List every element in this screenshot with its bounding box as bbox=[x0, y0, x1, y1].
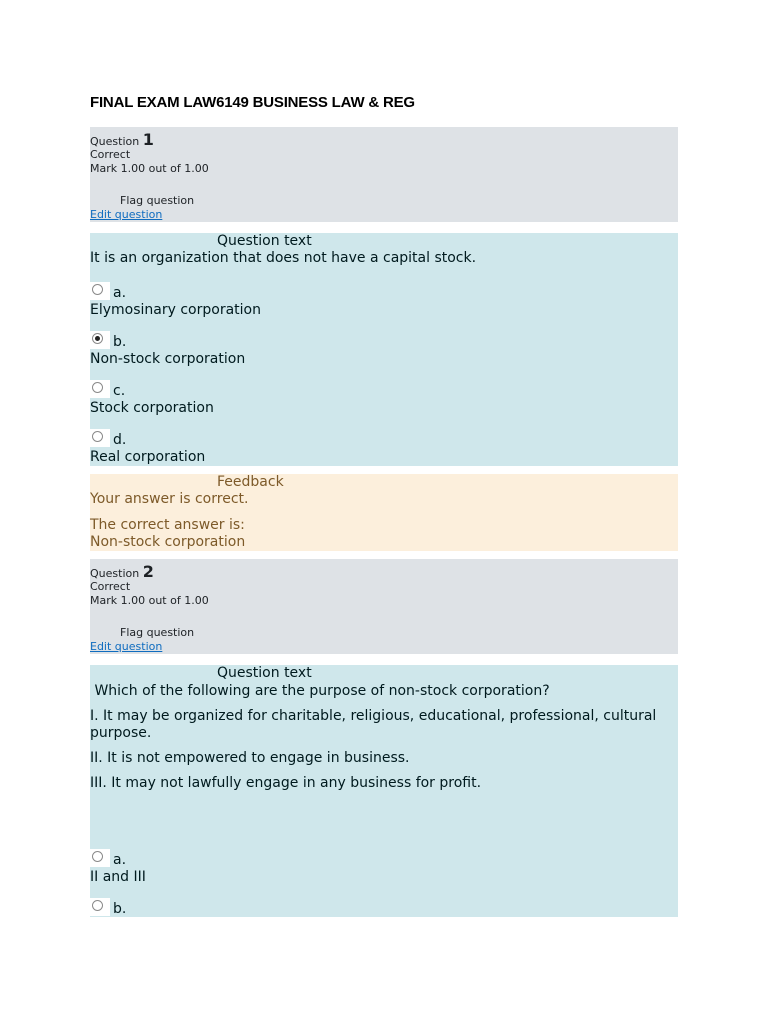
question-label: Question bbox=[90, 135, 140, 148]
question-number bbox=[90, 130, 154, 149]
option-c-text[interactable]: Stock corporation bbox=[90, 400, 214, 416]
option-a-letter: a. bbox=[113, 285, 127, 301]
statement-2: II. It is not empowered to engage in business. bbox=[90, 750, 410, 766]
feedback-heading: Feedback bbox=[217, 474, 284, 490]
page-title: FINAL EXAM LAW6149 BUSINESS LAW & REG bbox=[90, 94, 415, 111]
question-state: Correct bbox=[90, 580, 131, 593]
option-d-text[interactable]: Real corporation bbox=[90, 449, 206, 465]
question-1-info bbox=[90, 127, 678, 222]
correct-answer-label: The correct answer is: bbox=[90, 517, 245, 533]
option-d-radio[interactable] bbox=[92, 431, 103, 442]
question-state: Correct bbox=[90, 148, 131, 161]
option-a-text[interactable]: II and III bbox=[90, 869, 146, 885]
option-d-letter: d. bbox=[113, 432, 127, 448]
radio-wrap bbox=[90, 849, 110, 867]
question-mark: Mark 1.00 out of 1.00 bbox=[90, 162, 209, 175]
radio-wrap bbox=[90, 331, 110, 349]
radio-wrap bbox=[90, 380, 110, 398]
option-b-letter: b. bbox=[113, 334, 127, 350]
option-c-radio[interactable] bbox=[92, 382, 103, 393]
question-mark: Mark 1.00 out of 1.00 bbox=[90, 594, 209, 607]
question-text: Which of the following are the purpose of non-stock corporation? bbox=[90, 683, 550, 699]
question-2-info bbox=[90, 559, 678, 654]
question-number-value: 1 bbox=[142, 130, 154, 149]
question-2-content bbox=[90, 665, 678, 917]
question-text: It is an organization that does not have a capital stock. bbox=[90, 250, 477, 266]
option-b-letter: b. bbox=[113, 901, 127, 917]
question-number bbox=[90, 562, 154, 581]
option-c-letter: c. bbox=[113, 383, 126, 399]
radio-wrap bbox=[90, 429, 110, 447]
option-a-letter: a. bbox=[113, 852, 127, 868]
radio-wrap bbox=[90, 898, 110, 916]
edit-question-link[interactable]: Edit question bbox=[90, 208, 163, 221]
option-b-text[interactable]: Non-stock corporation bbox=[90, 351, 246, 367]
option-a-radio[interactable] bbox=[92, 851, 103, 862]
option-a-radio[interactable] bbox=[92, 284, 103, 295]
correct-answer: Non-stock corporation bbox=[90, 534, 246, 550]
question-1-content bbox=[90, 233, 678, 466]
edit-question-link[interactable]: Edit question bbox=[90, 640, 163, 653]
statement-1: I. It may be organized for charitable, religious, educational, professional, cultural purpose. bbox=[90, 708, 657, 741]
radio-wrap bbox=[90, 282, 110, 300]
question-1-feedback bbox=[90, 474, 678, 551]
flag-question-button[interactable]: Flag question bbox=[120, 626, 195, 639]
option-b-radio[interactable] bbox=[92, 333, 103, 344]
feedback-result: Your answer is correct. bbox=[90, 491, 249, 507]
option-b-radio[interactable] bbox=[92, 900, 103, 911]
question-number-value: 2 bbox=[142, 562, 154, 581]
question-label: Question bbox=[90, 567, 140, 580]
statement-3: III. It may not lawfully engage in any business for profit. bbox=[90, 775, 482, 791]
question-text-heading: Question text bbox=[217, 233, 312, 249]
flag-question-button[interactable]: Flag question bbox=[120, 194, 195, 207]
option-a-text[interactable]: Elymosinary corporation bbox=[90, 302, 261, 318]
question-text-heading: Question text bbox=[217, 665, 312, 681]
